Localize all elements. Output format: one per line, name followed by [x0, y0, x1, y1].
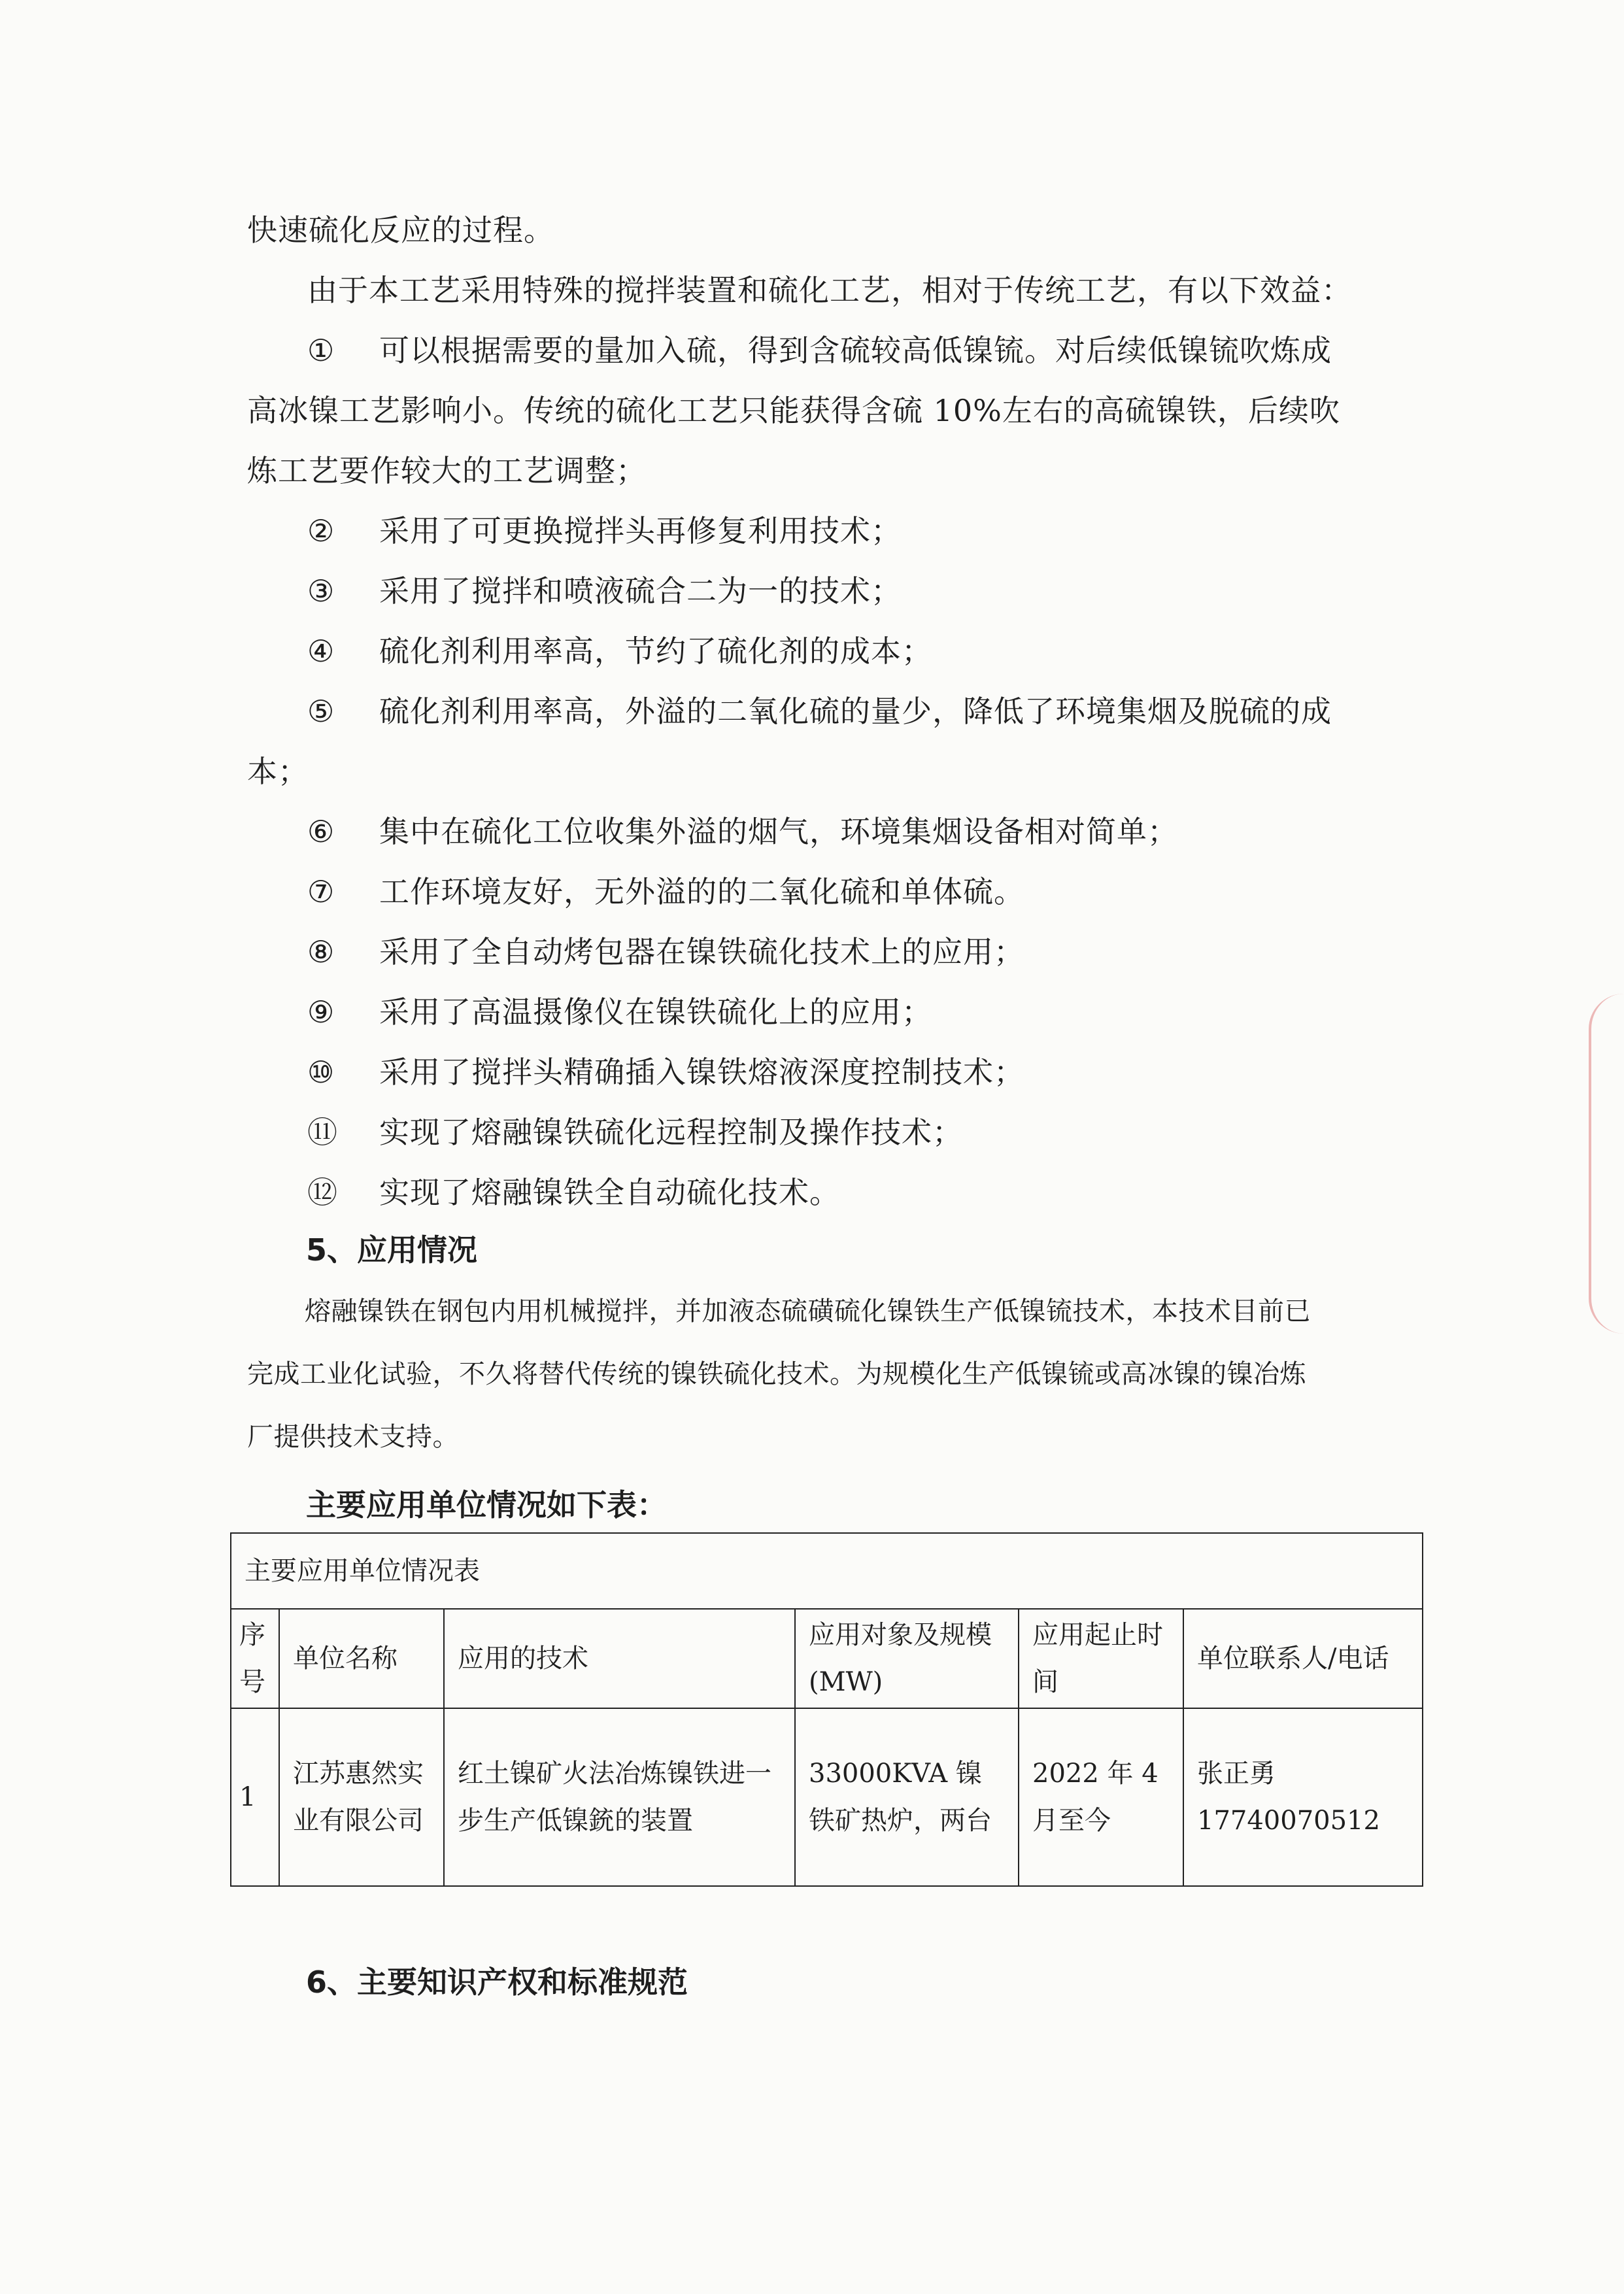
- benefit-item-3: ③ 采用了搅拌和喷液硫合二为一的技术；: [307, 573, 902, 609]
- benefit-item-5: ⑤ 硫化剂利用率高，外溢的二氧化硫的量少，降低了环境集烟及脱硫的成: [307, 694, 1332, 729]
- benefit-item-2: ② 采用了可更换搅拌头再修复利用技术；: [307, 513, 902, 548]
- table-cell: 红土镍矿火法冶炼镍铁进一步生产低镍銃的装置: [444, 1708, 795, 1886]
- table-cell: 张正勇 17740070512: [1183, 1708, 1423, 1886]
- table-cell: 1: [231, 1708, 279, 1886]
- table-cell: 2022 年 4 月至今: [1019, 1708, 1183, 1886]
- section-5-para-1: 熔融镍铁在钢包内用机械搅拌，并加液态硫磺硫化镍铁生产低镍锍技术，本技术目前已: [305, 1296, 1311, 1326]
- table-cell: 江苏惠然实业有限公司: [279, 1708, 444, 1886]
- benefit-item-1-cont-1: 高冰镍工艺影响小。传统的硫化工艺只能获得含硫 10%左右的高硫镍铁，后续吹: [247, 393, 1340, 428]
- seal-stamp-fragment: [1589, 994, 1624, 1334]
- table-cell: 33000KVA 镍铁矿热炉，两台: [795, 1708, 1019, 1886]
- benefits-intro: 由于本工艺采用特殊的搅拌装置和硫化工艺，相对于传统工艺，有以下效益：: [307, 273, 1352, 308]
- continuation-line: 快速硫化反应的过程。: [247, 212, 554, 248]
- section-5-heading: 5、应用情况: [306, 1232, 478, 1268]
- benefit-item-6: ⑥ 集中在硫化工位收集外溢的烟气，环境集烟设备相对简单；: [307, 814, 1178, 849]
- table-header-cell: 应用起止时间: [1019, 1609, 1183, 1708]
- benefit-item-12: ⑫ 实现了熔融镍铁全自动硫化技术。: [307, 1175, 840, 1210]
- table-header-cell: 序号: [231, 1609, 279, 1708]
- benefit-item-9: ⑨ 采用了高温摄像仪在镍铁硫化上的应用；: [307, 994, 932, 1030]
- section-6-heading: 6、主要知识产权和标准规范: [306, 1965, 688, 2000]
- benefit-item-7: ⑦ 工作环境友好，无外溢的的二氧化硫和单体硫。: [307, 874, 1024, 909]
- table-header-cell: 单位名称: [279, 1609, 444, 1708]
- application-units-table: [230, 1532, 1423, 1887]
- benefit-item-4: ④ 硫化剂利用率高，节约了硫化剂的成本；: [307, 633, 932, 669]
- table-header-cell: 应用的技术: [444, 1609, 795, 1708]
- table-intro: 主要应用单位情况如下表：: [306, 1487, 667, 1523]
- benefit-item-11: ⑪ 实现了熔融镍铁硫化远程控制及操作技术；: [307, 1115, 963, 1150]
- benefit-item-1-cont-2: 炼工艺要作较大的工艺调整；: [247, 453, 647, 488]
- table-header-cell: 应用对象及规模(MW): [795, 1609, 1019, 1708]
- table-header-cell: 单位联系人/电话: [1183, 1609, 1423, 1708]
- benefit-item-5-cont: 本；: [247, 754, 309, 789]
- benefit-item-10: ⑩ 采用了搅拌头精确插入镍铁熔液深度控制技术；: [307, 1054, 1024, 1090]
- section-5-para-3: 厂提供技术支持。: [247, 1422, 459, 1452]
- benefit-item-8: ⑧ 采用了全自动烤包器在镍铁硫化技术上的应用；: [307, 934, 1024, 970]
- benefit-item-1: ① 可以根据需要的量加入硫，得到含硫较高低镍锍。对后续低镍锍吹炼成: [307, 333, 1332, 368]
- section-5-para-2: 完成工业化试验，不久将替代传统的镍铁硫化技术。为规模化生产低镍锍或高冰镍的镍冶炼: [247, 1359, 1306, 1389]
- table-caption: 主要应用单位情况表: [231, 1533, 1423, 1609]
- table-row: [231, 1708, 1423, 1886]
